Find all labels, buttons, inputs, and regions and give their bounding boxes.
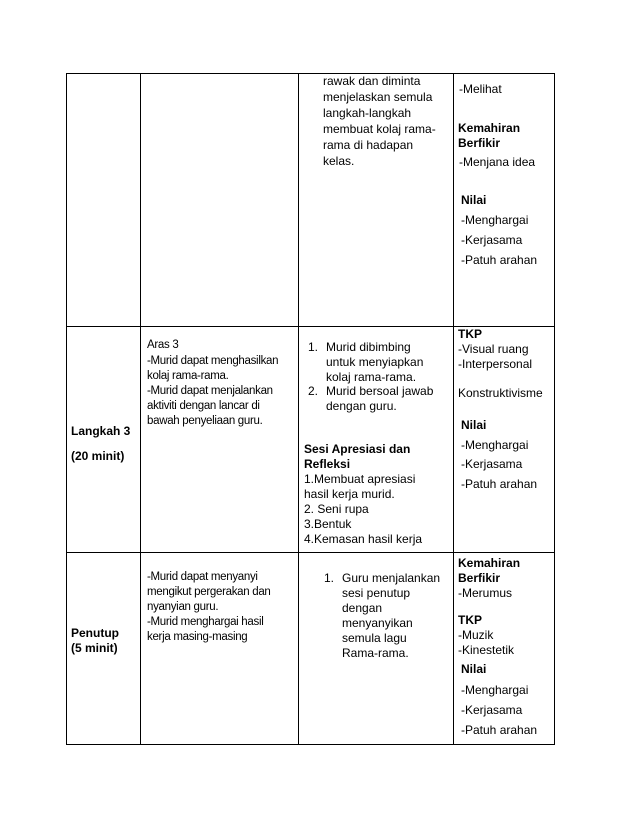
text-line: 1.Membuat apresiasi: [304, 472, 416, 486]
text-line: Aras 3: [147, 339, 179, 351]
text-line: Guru menjalankan: [342, 571, 441, 585]
column-divider-2: [298, 73, 299, 745]
text-line: 3.Bentuk: [304, 517, 352, 531]
text-line: -Murid dapat menghasilkan: [147, 355, 279, 367]
section-heading: Nilai: [461, 662, 487, 676]
text-line: hasil kerja murid.: [304, 487, 395, 501]
text-line: dengan guru.: [326, 399, 397, 413]
text-line: -Melihat: [459, 82, 502, 96]
text-line: -Patuh arahan: [461, 723, 538, 737]
section-heading: Nilai: [461, 418, 487, 432]
text-line: -Kerjasama: [461, 703, 523, 717]
section-heading: Berfikir: [458, 571, 501, 585]
section-heading: TKP: [458, 327, 482, 341]
section-heading: Kemahiran: [458, 556, 521, 570]
text-line: nyanyian guru.: [147, 601, 219, 613]
step-duration: (20 minit): [71, 449, 125, 463]
section-heading: Sesi Apresiasi dan: [304, 442, 411, 456]
list-number: 2.: [308, 384, 319, 398]
text-line: mengikut pergerakan dan: [147, 586, 271, 598]
text-line: -Menjana idea: [459, 155, 536, 169]
text-line: menjelaskan semula: [323, 90, 433, 104]
text-line: -Patuh arahan: [461, 253, 538, 267]
text-line: -Murid dapat menyanyi: [147, 571, 258, 583]
text-line: -Muzik: [458, 628, 494, 642]
section-heading: Nilai: [461, 193, 487, 207]
text-line: -Kinestetik: [458, 643, 515, 657]
text-line: 2. Seni rupa: [304, 502, 369, 516]
text-line: -Merumus: [458, 586, 513, 600]
section-heading: Berfikir: [458, 136, 501, 150]
text-line: langkah-langkah: [323, 106, 412, 120]
table-border-right: [554, 73, 555, 745]
text-line: 4.Kemasan hasil kerja: [304, 532, 423, 546]
section-heading: Kemahiran: [458, 121, 521, 135]
text-line: -Menghargai: [461, 683, 529, 697]
step-title: Penutup: [71, 626, 119, 640]
text-line: -Murid dapat menjalankan: [147, 385, 273, 397]
text-line: kolaj rama-rama.: [147, 370, 229, 382]
text-line: kelas.: [323, 154, 355, 168]
text-line: Konstruktivisme: [458, 386, 543, 400]
table-border-left: [66, 73, 67, 745]
text-line: -Menghargai: [461, 438, 529, 452]
text-line: semula lagu: [342, 631, 407, 645]
text-line: membuat kolaj rama-: [323, 122, 436, 136]
text-line: -Interpersonal: [458, 357, 533, 371]
section-heading: TKP: [458, 613, 482, 627]
step-duration: (5 minit): [71, 641, 118, 655]
text-line: aktiviti dengan lancar di: [147, 400, 260, 412]
text-line: -Murid menghargai hasil: [147, 616, 264, 628]
text-line: -Menghargai: [461, 213, 529, 227]
text-line: -Visual ruang: [458, 342, 529, 356]
text-line: -Kerjasama: [461, 457, 523, 471]
text-line: dengan: [342, 601, 383, 615]
text-line: sesi penutup: [342, 586, 411, 600]
text-line: kerja masing-masing: [147, 631, 248, 643]
text-line: rawak dan diminta: [323, 74, 421, 88]
step-title: Langkah 3: [71, 424, 131, 438]
column-divider-1: [140, 73, 141, 745]
text-line: menyanyikan: [342, 616, 413, 630]
text-line: Rama-rama.: [342, 646, 409, 660]
list-number: 1.: [308, 340, 319, 354]
text-line: Murid dibimbing: [326, 340, 411, 354]
column-divider-3: [453, 73, 454, 745]
section-heading: Refleksi: [304, 457, 351, 471]
text-line: -Kerjasama: [461, 233, 523, 247]
text-line: -Patuh arahan: [461, 477, 538, 491]
text-line: Murid bersoal jawab: [326, 384, 434, 398]
text-line: bawah penyeliaan guru.: [147, 415, 263, 427]
text-line: untuk menyiapkan: [326, 355, 424, 369]
list-number: 1.: [324, 571, 335, 585]
text-line: kolaj rama-rama.: [326, 370, 417, 384]
text-line: rama di hadapan: [323, 138, 414, 152]
